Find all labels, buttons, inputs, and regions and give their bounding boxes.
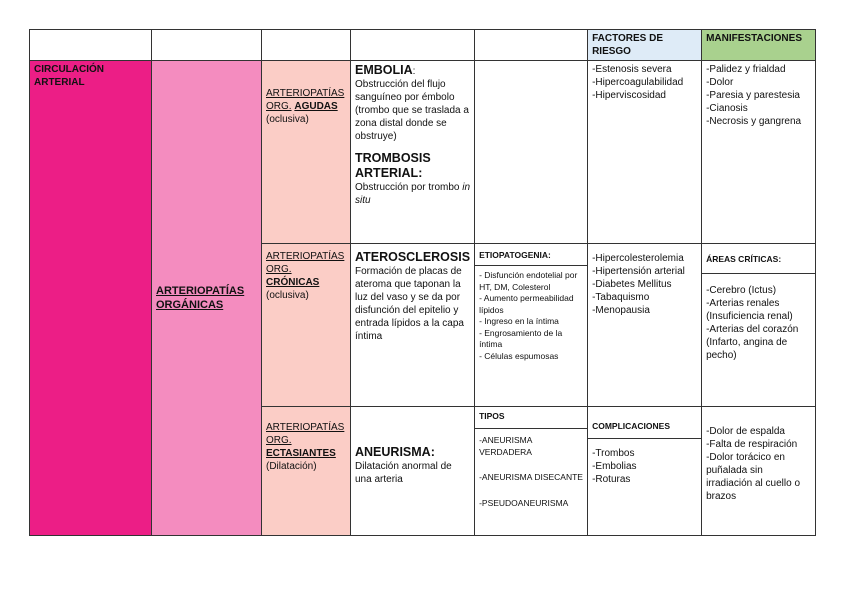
- header-row: [30, 30, 816, 61]
- acute-label-org: ORG.: [266, 101, 292, 112]
- ectasiant-label-note: (Dilatación): [266, 461, 317, 472]
- ectasiant-label-org: ORG.: [266, 435, 292, 446]
- manifestation-item: -Paresia y parestesia: [706, 90, 800, 101]
- chronic-label-kind: CRÓNICAS: [266, 277, 320, 288]
- manifestation-item: -Dolor: [706, 77, 734, 88]
- aterosclerosis-description: Formación de placas de ateroma que taponan la luz del vaso y se da por disfunción del epitelio y entrada lípidos a la capa íntima: [355, 266, 464, 342]
- risk-factor-item: -Hipercoagulabilidad: [592, 77, 684, 88]
- header-empty-cell: [351, 30, 475, 61]
- aneurisma-title: ANEURISMA:: [355, 445, 435, 459]
- complication-item: -Trombos: [592, 448, 635, 459]
- aneurisma-type-item: -ANEURISMA DISECANTE: [479, 472, 583, 482]
- acute-description-cell: [351, 61, 475, 244]
- chronic-label-line1: ARTERIOPATÍAS: [266, 251, 345, 262]
- etiopathogenesis-item: - Ingreso en la íntima: [479, 316, 559, 326]
- chronic-label-org: ORG.: [266, 264, 292, 275]
- manifestation-item: -Palidez y frialdad: [706, 64, 786, 75]
- acute-label-note: (oclusiva): [266, 114, 309, 125]
- main-category-label: CIRCULACIÓN ARTERIAL: [34, 64, 104, 88]
- etiopathogenesis-item: - Disfunción endotelial por HT, DM, Colesterol: [479, 270, 578, 292]
- types-heading: TIPOS: [479, 411, 505, 421]
- manifestation-item: -Dolor torácico en puñalada sin irradiación al cuello o brazos: [706, 452, 801, 502]
- trombosis-description: Obstrucción por trombo: [355, 182, 463, 193]
- critical-area-item: -Arterias renales (Insuficiencia renal): [706, 298, 793, 322]
- embolia-title: EMBOLIA: [355, 63, 413, 77]
- arterial-circulation-table: [29, 29, 816, 536]
- ectasiant-label-cell: [262, 407, 351, 536]
- etiopathogenesis-item: - Engrosamiento de la íntima: [479, 327, 563, 349]
- chronic-label-note: (oclusiva): [266, 290, 309, 301]
- acute-empty-cell: [475, 61, 588, 244]
- complications-cell: [588, 407, 702, 536]
- organic-category-label: ARTERIOPATÍAS ORGÁNICAS: [156, 285, 245, 311]
- acute-label-kind: AGUDAS: [294, 101, 338, 112]
- main-category-cell: [30, 61, 152, 536]
- etiopathogenesis-item: - Aumento permeabilidad lípidos: [479, 293, 574, 315]
- etiopathogenesis-heading: ETIOPATOGENIA:: [479, 250, 551, 260]
- manifestations-header: MANIFESTACIONES: [702, 30, 816, 61]
- manifestation-item: -Cianosis: [706, 103, 748, 114]
- header-empty-cell: [152, 30, 262, 61]
- complications-heading: COMPLICACIONES: [592, 421, 670, 431]
- acute-label-line1: ARTERIOPATÍAS: [266, 88, 345, 99]
- trombosis-title: TROMBOSIS ARTERIAL:: [355, 151, 431, 180]
- aneurisma-description-cell: [351, 407, 475, 536]
- aneurisma-type-item: -PSEUDOANEURISMA: [479, 497, 569, 508]
- manifestation-item: -Necrosis y gangrena: [706, 116, 802, 127]
- ectasiant-label-line1: ARTERIOPATÍAS: [266, 422, 345, 433]
- acute-row: [30, 61, 816, 244]
- embolia-description: Obstrucción del flujo sanguíneo por émbolo (trombo que se traslada a zona distal donde se obstruye): [355, 79, 469, 142]
- trombosis-description-italic: in situ: [355, 182, 471, 206]
- aneurisma-type-item: -ANEURISMA VERDADERA: [479, 435, 532, 457]
- risk-factors-header: FACTORES DE RIESGO: [588, 30, 702, 61]
- risk-factor-item: -Tabaquismo: [592, 292, 650, 303]
- risk-factor-item: -Hipertensión arterial: [592, 266, 685, 277]
- organic-category-cell: [152, 61, 262, 536]
- ectasiant-label-kind: ECTASIANTES: [266, 448, 336, 459]
- acute-risk-factors-cell: [588, 61, 702, 244]
- chronic-risk-factors-cell: [588, 244, 702, 407]
- aneurisma-description: Dilatación anormal de una arteria: [355, 461, 452, 485]
- manifestation-item: -Dolor de espalda: [706, 426, 785, 437]
- aterosclerosis-title: ATEROSCLEROSIS: [355, 250, 471, 264]
- etiopathogenesis-cell: [475, 244, 588, 407]
- acute-label-cell: [262, 61, 351, 244]
- risk-factor-item: -Estenosis severa: [592, 64, 672, 75]
- risk-factor-item: -Diabetes Mellitus: [592, 279, 672, 290]
- chronic-label-cell: [262, 244, 351, 407]
- critical-areas-heading: ÁREAS CRÍTICAS:: [706, 254, 782, 264]
- header-empty-cell: [30, 30, 152, 61]
- etiopathogenesis-item: - Células espumosas: [479, 350, 559, 361]
- critical-areas-cell: [702, 244, 816, 407]
- header-empty-cell: [475, 30, 588, 61]
- critical-area-item: -Cerebro (Ictus): [706, 285, 777, 296]
- risk-factor-item: -Hipercolesterolemia: [592, 253, 684, 264]
- risk-factor-item: -Hiperviscosidad: [592, 90, 666, 101]
- acute-manifestations-cell: [702, 61, 816, 244]
- risk-factor-item: -Menopausia: [592, 305, 650, 316]
- aneurisma-types-cell: [475, 407, 588, 536]
- manifestation-item: -Falta de respiración: [706, 439, 798, 450]
- ectasiant-manifestations-cell: [702, 407, 816, 536]
- chronic-description-cell: [351, 244, 475, 407]
- critical-area-item: -Arterias del corazón (Infarto, angina de pecho): [706, 324, 799, 361]
- complication-item: -Embolias: [592, 461, 637, 472]
- header-empty-cell: [262, 30, 351, 61]
- embolia-colon: :: [412, 66, 416, 77]
- complication-item: -Roturas: [592, 474, 631, 485]
